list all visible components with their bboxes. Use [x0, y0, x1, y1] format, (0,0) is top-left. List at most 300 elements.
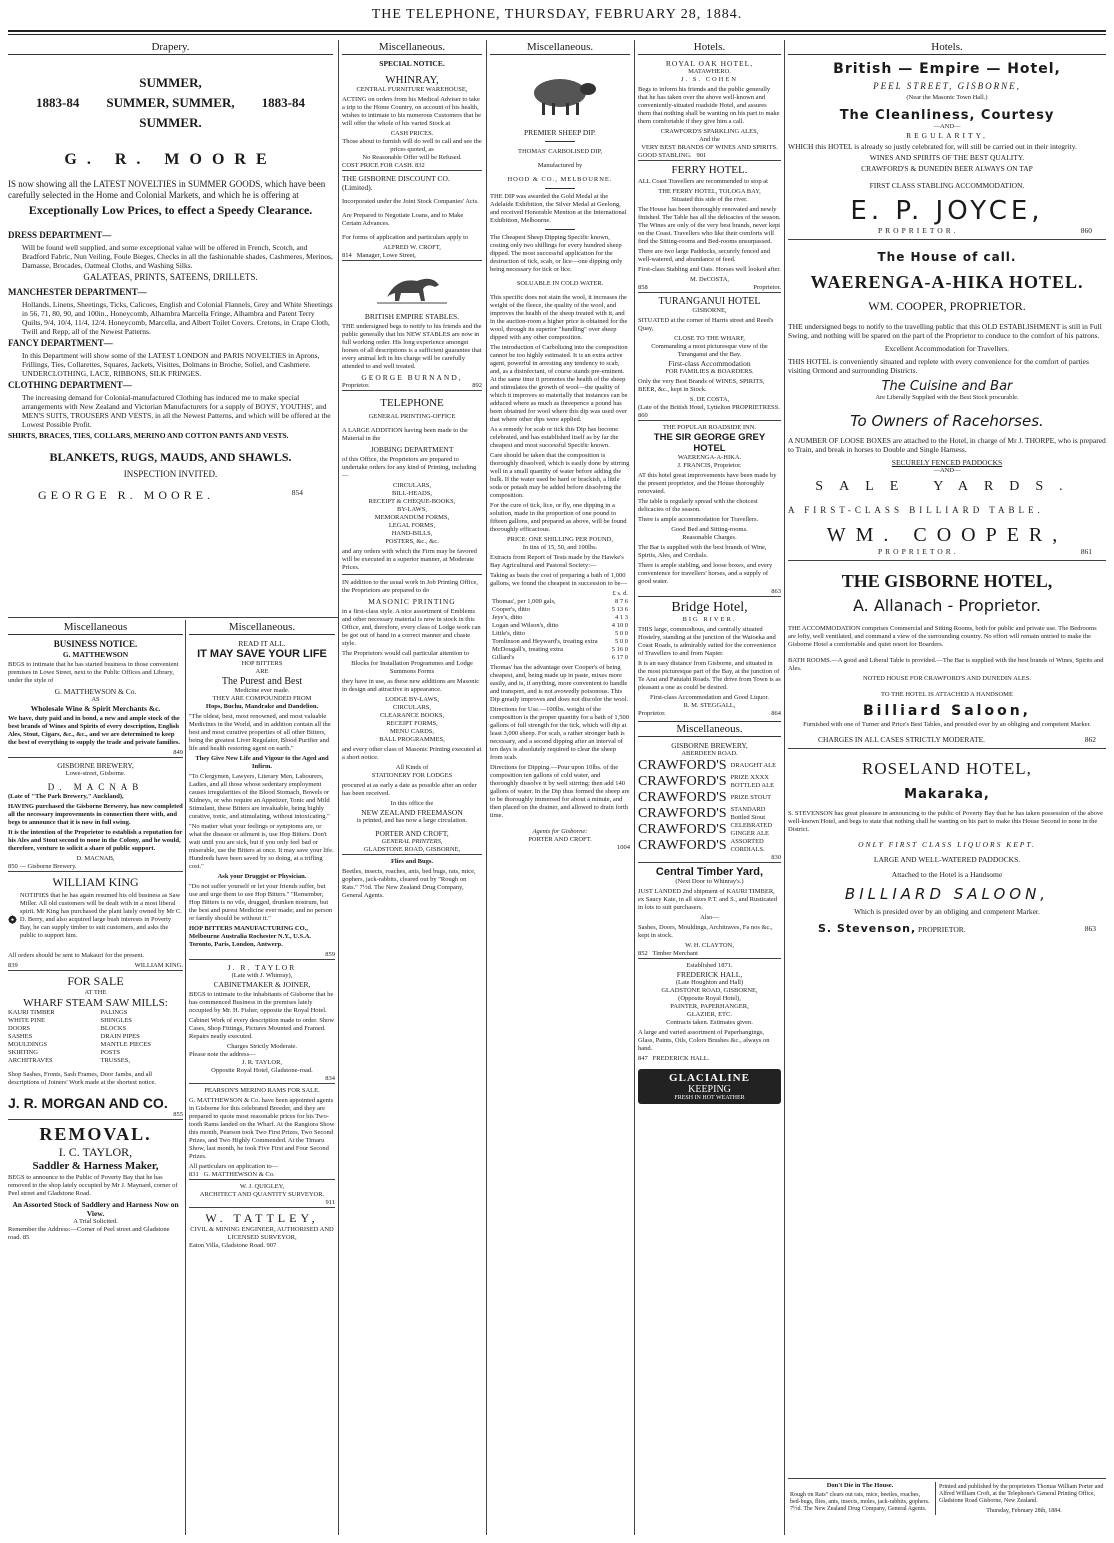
sheep-para: The introduction of Carbolising into the composition cannot be too highly estimated. It is an extra active agent, powerful in arresting any tendency to scab, and, as a disinfectant, of course stands pre-eminent. At the same time it promotes the health of the sheep and stimulates the growth of wool—the quality of which it improves so materially that instances can be adduced where as much as threepence a pound has been obtained for wool where this dip was used over that where other dips were applied.	[490, 344, 628, 423]
gishotel-name: THE GISBORNE HOTEL,	[841, 571, 1053, 591]
tattley-name: W. TATTLEY,	[205, 1211, 319, 1225]
tel-freemason: NEW ZEALAND FREEMASON	[361, 808, 463, 817]
discount-mgr-row	[342, 252, 482, 260]
moore-signature: GEORGE R. MOORE.	[38, 488, 215, 502]
sheep-agent: PORTER AND CROFT.	[528, 836, 592, 843]
forsale-at: AT THE	[84, 989, 107, 996]
discount-name: THE GISBORNE DISCOUNT CO. (Limited).	[342, 174, 450, 192]
bemp-near: (Near the Masonic Town Hall.)	[906, 94, 988, 101]
table-header	[490, 590, 630, 598]
gishotel-attached: TO THE HOTEL IS ATTACHED A HANDSOME	[881, 691, 1013, 698]
table-row	[490, 622, 630, 630]
printing-item: MENU CARDS,	[389, 728, 435, 735]
whinray-cost-row	[342, 162, 482, 170]
timber-name: Central Timber Yard,	[655, 866, 764, 878]
forsale-head: FOR SALE	[67, 974, 124, 988]
ad-number: 814	[342, 252, 352, 259]
bridge-prop-row	[638, 710, 781, 718]
forsale-item: PALINGS	[100, 1009, 128, 1016]
hall-contracts: Contracts taken. Estimates given.	[666, 1019, 753, 1026]
waerenga-yards: SALE YARDS.	[815, 479, 1079, 494]
ad-number: 863	[1084, 924, 1096, 933]
footer-dietext: Rough on Rats" clears out rats, mice, beetles, roaches, bed-bugs, flies, ants, insects, moles, jack-rabbits, gophers. 7½d. The New Zealand Drug Company, General Agents.	[790, 1492, 930, 1512]
ad-number: 863	[771, 588, 781, 595]
king-sign-row	[8, 962, 183, 970]
brewery-brand: CRAWFORD'S	[638, 774, 727, 789]
whinray-special: SPECIAL NOTICE.	[379, 59, 445, 68]
dept-text: Will be found well supplied, and some exceptional value will be offered in French, Scotch, and Bradford Fabric, Nun Veiling, Foule Bieges, Checks in all the fashionable shades, Cashmeres, Merinos, Damasse, Brocades, Oatmeal Cloths, and Washing Silks.	[22, 243, 333, 270]
gbrewery-name: GISBORNE BREWERY,	[671, 741, 748, 750]
inspection-line: INSPECTION INVITED.	[123, 469, 218, 479]
bemp-stabling: FIRST CLASS STABLING ACCOMMODATION.	[869, 181, 1025, 190]
tel-gp: GENERAL PRINTERS,	[381, 838, 443, 845]
king-body	[8, 890, 183, 950]
waerenga-text: THE undersigned begs to notify to the travelling public that this OLD ESTABLISHMENT is still in Full Swing, and nothing will be spared on the part of the Proprietor to conduce to the comfort of his patrons.	[788, 322, 1102, 340]
grey-text: The Bar is supplied with the best brands of Wine, Spirits, Ales, and Cordials.	[638, 544, 767, 559]
brewery-brand: CRAWFORD'S	[638, 806, 727, 821]
royaloak-brands: VERY BEST BRANDS OF WINES AND SPIRITS.	[641, 144, 778, 151]
brewery-place-row: 850 — Gisborne Brewery.	[8, 863, 77, 870]
hb-head: IT MAY SAVE YOUR LIFE	[197, 648, 327, 660]
footer-ad	[790, 1482, 930, 1515]
royaloak-stabling: GOOD STABLING.	[638, 152, 692, 159]
printing-item: LEGAL FORMS,	[388, 522, 436, 529]
table-cell-value: 8 7 6	[615, 598, 628, 605]
sheep-agents: Agents for Gisborne:	[532, 828, 588, 835]
turanganui-name: TURANGANUI HOTEL	[658, 296, 761, 307]
tel-firm: PORTER AND CROFT,	[375, 829, 449, 838]
forsale-item: MANTLE PIECES	[100, 1041, 151, 1048]
bridge-prop: Proprietor.	[638, 710, 666, 717]
table-row	[490, 646, 630, 654]
hall-trade: PAINTER, PAPERHANGER,	[670, 1003, 749, 1010]
dept-text: In this Department will show some of the LATEST LONDON and PARIS NOVELTIES in Aprons, Frillings, Ties, Collarettes, Squares, Jackets, Visittes, Dolmans in Broche, Soliel, and Cashmere. UNDERCLOTHING, LACE, RIBBONS, SILK FRINGES.	[22, 351, 320, 378]
royaloak-and: And the	[699, 136, 720, 143]
section-head: Hotels.	[788, 40, 1106, 55]
tel-text5: in a first-class style. A nice assortment of Emblems and other necessary material is now in stock in this Office, and, therefore, every class of Lodge work can be got out of hand in a correct manner and chaste style.	[342, 608, 481, 647]
section-head: Miscellaneous.	[490, 40, 630, 55]
glaciline-banner	[638, 1069, 781, 1104]
ad-number: 850	[8, 863, 18, 870]
turanganui-text: SITUATED at the corner of Harris street and Reed's Quay,	[638, 317, 774, 332]
hb-quote: "To Clergymen, Lawyers, Literary Men, Labourers, Ladies, and all those whose sedentary employment causes irregularities of the Blood Stomach, Bowels or Kidneys, or who require an Appetizer, Tonic and Mild Stimulant, these Bitters are invaluable, being highly curative, tonic, and stimulating, without intoxicating."	[189, 773, 330, 820]
printing-item: CIRCULARS,	[392, 482, 432, 489]
sheep-para: THE DIP was awarded the Gold Medal at the Adelaide Exhibition, the Silver Medal at Geelong, and received Honorable Mention at the International Exhibition, Melbourne.	[490, 193, 627, 224]
removal-trial: A Trial Solicited.	[73, 1218, 118, 1225]
turanganui-accom: First-class Accommodation	[668, 359, 751, 368]
hall-late: (Late Houghton and Hall)	[675, 979, 744, 986]
ad-number: 85	[22, 1234, 30, 1241]
roseland-marker: Which is presided over by an obliging and competent Marker.	[854, 907, 1040, 916]
timber-text: JUST LANDED 2nd shipment of KAURI TIMBER, ex Saucy Kate, in all sizes P.T. and S., and Rusticated in lots to suit purchasers.	[638, 888, 778, 911]
table-cell-name: Gillard's	[492, 654, 515, 661]
table-cell-name: Thomas', per 1,000 gals,	[492, 598, 556, 605]
bridge-name: Bridge Hotel,	[671, 600, 748, 615]
waerenga-prop: PROPRIETOR.	[878, 547, 959, 556]
rams-text: G. MATTHEWSON & Co. have been appointed agents in Gisborne for this celebrated Breeder, and they are prepared to quote most reasonable prices for his Two-tooth Rams landed on the Wharf. At the Rangiora Show this month, Pearson took Two First Prizes, Two Second Prizes, and Two Highly Commended. At the Timaru Show, last month, he took Five First and Four Second Prizes.	[189, 1097, 335, 1160]
gishotel-charges-row	[788, 735, 1106, 744]
tel-text7: they have in use, as these new additions are Masonic in design and attractive in appearance.	[342, 678, 480, 693]
ad-number: 861	[1080, 547, 1092, 556]
royaloak-text: Begs to inform his friends and the public generally that he has taken over the above well-known and conveniently-situated roadside Hotel, and assures them that nothing shall be wanting on his part to make them comfortable if they give him a call.	[638, 86, 780, 125]
waerenga-cooper: WM. COOPER,	[826, 524, 1068, 546]
sheep-table	[490, 590, 630, 662]
business-as: AS	[91, 696, 100, 703]
taylor-late: (Late with J. Whinray),	[231, 972, 293, 979]
table-cell-name: Tomlinson and Heyward's, treating extra	[492, 638, 598, 645]
royaloak-name: ROYAL OAK HOTEL,	[665, 59, 754, 68]
table-cell-name: Logan and Wilson's, ditto	[492, 622, 559, 629]
king-text2: All orders should be sent to Makauri for the present.	[8, 952, 145, 959]
ferry-name: FERRY HOTEL.	[671, 164, 748, 176]
printing-item: MEMORANDUM FORMS,	[374, 514, 450, 521]
top-rule-thin	[8, 34, 1106, 35]
waerenga-billiard: A FIRST-CLASS BILLIARD TABLE.	[788, 505, 1044, 515]
section-head: Miscellaneous	[8, 620, 183, 635]
whinray-refused: No Reasonable Offer will be Refused.	[362, 154, 462, 161]
roseland-liquors: ONLY FIRST CLASS LIQUORS KEPT.	[858, 840, 1036, 849]
sheep-illustration	[490, 69, 630, 124]
sheep-para: As a remedy for scab or tick this Dip has become celebrated, and has established itself as by far the cheapest and most successful Specific known.	[490, 426, 619, 449]
taylor-text2: Cabinet Work of every description made to order. Show Cases, Shop Fittings, Pictures Mounted and Framed. Repairs neatly executed.	[189, 1017, 335, 1040]
sheep-para: This specific does not stain the wool, it increases the weight of the fleece, the quality of the wool, and improves the health of the sheep treated with it, and in the auction-room a higher price is obtained for the wool, through its superior "handling" over sheep dipped with any other composition.	[490, 294, 628, 341]
forsale-item: WHITE PINE	[8, 1017, 46, 1024]
table-row	[490, 638, 630, 646]
roseland-sign: S. Stevenson,	[818, 922, 917, 935]
king-text: NOTIFIES that he has again resumed his old business as Saw Miller. All old customers will be dealt with in a most liberal spirit. Mr King has purchased the plant lately owned by Mr C. D. Berry, and also acquired large bush interests in Poverty Bay, he can supply timber to suit customers, and asks the public to support him.	[19, 892, 182, 939]
removal-text: BEGS to announce to the Public of Poverty Bay that he has removed to the shop lately occupied by Mr J. Maynard, corner of Peel street and Gladstone Road.	[8, 1174, 178, 1197]
table-cell-value: 4 10 0	[611, 622, 628, 629]
footer-date: Thursday, February 28th, 1884.	[986, 1508, 1062, 1514]
roseland-sign-row	[788, 924, 1106, 934]
printing-item: HAND-BILLS,	[391, 530, 433, 537]
brewery-product-row	[638, 758, 781, 774]
ad-number: 831	[189, 1171, 199, 1178]
whinray-cost: COST PRICE FOR CASH.	[342, 162, 414, 169]
table-cell-value: 5 13 6	[611, 606, 628, 613]
whinray-text: ACTING on orders from his Medical Adviser to take a trip to the Home Country, on account of his health, wishes to intimate to his numerous Customers that he will offer the whole of his varied Stock at	[342, 96, 482, 127]
ferry-prop: Proprietor.	[753, 284, 781, 291]
misc1-column	[342, 40, 482, 1535]
business-text2: We have, duty paid and in bond, a new and ample stock of the best brands of Wines and Spirits of every description, English Ales, Stout, Cigars, &c., &c., and we are determined to keep the best of everything to supply the trade and private families.	[8, 715, 181, 746]
ad-number: 901	[696, 152, 707, 159]
printing-item: CIRCULARS,	[392, 704, 432, 711]
quigley-text: ARCHITECT AND QUANTITY SURVEYOR.	[199, 1191, 325, 1198]
column-divider	[634, 40, 635, 1535]
section-head: Miscellaneous.	[189, 620, 335, 635]
bridge-place: BIG RIVER.	[682, 616, 737, 623]
turanganui-place: GISBORNE,	[692, 307, 727, 314]
stables-sign: GEORGE BURNAND,	[361, 373, 463, 382]
removal-name: I. C. TAYLOR,	[58, 1145, 133, 1159]
dept-head: CLOTHING DEPARTMENT—	[8, 380, 132, 390]
ad-number: 834	[325, 1075, 335, 1082]
waerenga-paddocks: SECURELY FENCED PADDOCKS	[891, 458, 1003, 467]
brewery-product-row	[638, 774, 781, 790]
forsale-item: SASHES	[8, 1033, 33, 1040]
bridge-sign: R. M. STEGGALL,	[683, 702, 736, 709]
roseland-attached: Attached to the Hotel is a Handsome	[891, 870, 1003, 879]
tel-text10: is printed, and has now a large circulation.	[356, 817, 468, 824]
forsale-left	[8, 1009, 91, 1065]
forsale-item: KAURI TIMBER	[8, 1009, 55, 1016]
ad-number: 859	[325, 951, 335, 958]
whinray-central: CENTRAL FURNITURE WAREHOUSE,	[356, 86, 468, 93]
footer-imprint	[935, 1482, 1109, 1515]
bemp-street: PEEL STREET, GISBORNE,	[873, 81, 1021, 91]
hall-text: A large and varied assortment of Paperhangings, Glass, Paints, Oils, Colors Brushes &c., always on hand.	[638, 1029, 770, 1052]
waerenga-owner: WM. COOPER, PROPRIETOR.	[868, 299, 1026, 313]
gishotel-bath: BATH ROOMS.—A good and Liberal Table is provided.—The Bar is supplied with the best brands of Wines, Spirits and Ales.	[788, 657, 1104, 672]
hotels2-column	[788, 40, 1106, 1475]
bemp-and: —AND—	[933, 123, 961, 130]
sheep-maker: HOOD & CO., MELBOURNE.	[507, 176, 613, 183]
sheep-price: PRICE: ONE SHILLING PER POUND,	[507, 536, 613, 543]
tattley-addr: Eaton Villa, Gladstone Road.	[189, 1242, 265, 1249]
removal-trade: Saddler & Harness Maker,	[32, 1160, 159, 1172]
table-cell-value: 5 0 0	[615, 630, 628, 637]
tel-head: TELEPHONE	[380, 397, 444, 409]
business-style: G. MATTHEWSON & Co.	[54, 687, 137, 696]
dept-head: MANCHESTER DEPARTMENT—	[8, 287, 147, 297]
moore-sign-row	[8, 488, 333, 503]
gishotel-text: THE ACCOMMODATION comprises Commercial and Sitting Rooms, both for public and private use. The Bedrooms are lofty, well ventilated, and command a view of the surrounding country. No effort will remain untried to make the Gisborne Hotel a comfortable and quiet resort for Boarders.	[788, 625, 1097, 648]
forsale-item: POSTS	[100, 1049, 121, 1056]
ferry-text: ALL Coast Travellers are recommended to stop at	[638, 178, 768, 185]
brewery-sign: D. MACNAB,	[76, 855, 115, 862]
table-cell-name: Little's, ditto	[492, 630, 525, 637]
section-head: Miscellaneous.	[638, 721, 781, 737]
gishotel-furnished: Furnished with one of Turner and Price's Best Tables, and presided over by an obliging and competent Marker.	[803, 721, 1091, 728]
rams-sign-row	[189, 1171, 335, 1179]
quigley-name: W. J. QUIGLEY,	[239, 1183, 285, 1190]
brewery-text: HAVING purchased the Gisborne Brewery, has now completed all the necessary improvements in connection there with, and begs to announce that it is now in full swing.	[8, 803, 183, 826]
printing-item: BILL-HEADS,	[392, 490, 432, 497]
brewery-head: GISBORNE BREWERY,	[57, 761, 134, 770]
brewery-product-row	[638, 822, 781, 838]
table-row	[490, 606, 630, 614]
ad-number: 830	[771, 854, 781, 861]
turanganui-late-row	[638, 404, 781, 420]
ad-number: 839	[8, 962, 18, 969]
dept-text: Hollands, Linens, Sheetings, Ticks, Calicoes, English and Colonial Flannels, Grey and White Sheetings in 56, 71, 80, 90, and 100in., Honeycomb, Alhambra Marcella Fringe, Alhambra and Patent Terry Quilts, 9/4, 10/4, 11/4, 12/4. Honeycomb, Marcella, and Albert Toilet Covers. Cretons, in Crape Cloth, Twill and Repp, all of the Newest Patterns.	[22, 300, 333, 336]
grey-text: The table is regularly spread with the choicest delicacies of the season.	[638, 498, 758, 513]
grey-text: There is ample accommodation for Travellers.	[638, 516, 759, 523]
tattley-text: CIVIL & MINING ENGINEER, AUTHORISED AND LICENSED SURVEYOR,	[190, 1226, 334, 1241]
bemp-text: WHICH this HOTEL is already so justly celebrated for, will still be carried out in their integrity.	[788, 142, 1077, 151]
removal-addr-row	[8, 1226, 183, 1242]
king-sign: WILLIAM KING.	[134, 962, 183, 969]
brewery-product: PRIZE STOUT	[730, 794, 772, 801]
ferry-para: The House has been thoroughly renovated and newly finished. The Table has all the delicacies of the season. The Wines are only of the very best brands, never kept on the Coast. Travellers who like their comforts will find the Sitting-rooms and Bed-rooms unsurpassed.	[638, 206, 781, 245]
timber-trade: Timber Merchant	[652, 950, 698, 957]
ad-number: 847	[638, 1055, 648, 1062]
bemp-clean: The Cleanliness, Courtesy	[839, 108, 1055, 123]
table-cell-value: 5 0 0	[615, 638, 628, 645]
forsale-item: SKIRTING	[8, 1049, 38, 1056]
timber-sign: W. H. CLAYTON,	[685, 942, 734, 949]
forsale-item: SHINGLES	[100, 1017, 132, 1024]
tel-text6: The Proprietors would call particular attention to	[342, 650, 470, 657]
sheep-para: For the cure of tick, lice, or fly, one dipping in a solution, made in the proportion of one pound to fifteen gallons, and prepared as above, will be found thoroughly efficacious.	[490, 502, 627, 533]
roseland-paddocks: LARGE AND WELL-WATERED PADDOCKS.	[873, 855, 1021, 864]
table-cell-value: 6 17 0	[611, 654, 628, 661]
brewery-text2: It is the intention of the Proprietor to establish a reputation for his Ales and Stout second to none in the Colony, and he would, therefore, venture to solicit a share of public support.	[8, 829, 183, 852]
glaciline-sub: FRESH IN HOT WEATHER	[674, 1095, 745, 1101]
ferry-para: First-class Stabling and Oats. Horses well looked after.	[638, 266, 781, 273]
business-head: BUSINESS NOTICE.	[53, 639, 138, 649]
gishotel-noted: NOTED HOUSE FOR CRAWFORD'S AND DUNEDIN ALES.	[862, 675, 1032, 682]
printing-item: CLEARANCE BOOKS,	[379, 712, 445, 719]
tattley-addr-row	[189, 1242, 335, 1250]
masthead: THE TELEPHONE, THURSDAY, FEBRUARY 28, 1884.	[371, 7, 743, 22]
sheep-para: Taking as basis the cost of preparing a bath of 1,000 gallons, we found the cheapest in succession to be—	[490, 572, 628, 587]
grey-charges: Reasonable Charges.	[682, 534, 737, 541]
taylor-trade: CABINETMAKER & JOINER,	[213, 980, 311, 989]
hb-are: ARE	[255, 668, 269, 675]
removal-head: REMOVAL.	[39, 1124, 152, 1144]
turanganui-view: Commanding a most picturesque view of the Turanganui and the Bay.	[651, 343, 768, 358]
grey-place: WAERENGA-A-HIKA.	[677, 454, 742, 461]
waerenga-excellent: Excellent Accommodation for Travellers.	[884, 344, 1010, 353]
timber-text2: Sashes, Doors, Mouldings, Architraves, Fa nos &c., kept in stock.	[638, 924, 773, 939]
forsale-mill: WHARF STEAM SAW MILLS:	[23, 997, 168, 1009]
sheep-para: The Cheapest Sheep Dipping Specific known, costing only two shillings for every hundred sheep dipped. The most successful application for the destruction of tick, scab, or lice—one dipping only being necessary for tick or lice.	[490, 234, 623, 273]
king-name: WILLIAM KING	[52, 875, 139, 889]
ad-number: 1004	[617, 844, 630, 851]
ad-number: 858	[638, 284, 648, 291]
brewery-brand: CRAWFORD'S	[638, 822, 727, 837]
sheep-name: PREMIER SHEEP DIP.	[523, 128, 597, 137]
column-divider	[185, 620, 186, 1535]
discount-forms: For forms of application and particulars apply to	[342, 234, 469, 241]
hotels1-column	[638, 40, 781, 1535]
bemp-beer: CRAWFORD'S & DUNEDIN BEER ALWAYS ON TAP	[861, 164, 1033, 173]
year-left: 1883-84	[36, 95, 80, 110]
brewery-product-row	[638, 790, 781, 806]
table-cell-value: 4 1 3	[615, 614, 628, 621]
hb-read: READ IT ALL.	[238, 639, 286, 648]
ad-number: 892	[472, 382, 482, 389]
hb-ever: Medicine ever made.	[234, 687, 290, 694]
removal-address: Remember the Address:—Corner of Peel street and Gladstone road.	[8, 1226, 170, 1241]
glaciline-keeping: KEEPING	[688, 1084, 731, 1095]
brewery-product-row	[638, 838, 781, 854]
hb-quote: "Do not suffer yourself or let your friends suffer, but use and urge them to use Hop Bitters." "Remember, Hop Bitters is no vile, drugged, drunken nostrum, but the best and purest Medicine ever made; and no person or family should be without it."	[189, 883, 333, 922]
tel-office: GENERAL PRINTING-OFFICE	[368, 413, 456, 420]
brewery-name: D. MACNAB	[47, 782, 144, 792]
column-divider	[338, 40, 339, 1535]
column-divider	[486, 40, 487, 1535]
rams-head: PEARSON'S MERINO RAMS FOR SALE.	[204, 1087, 320, 1094]
roseland-billiard: BILLIARD SALOON,	[844, 885, 1050, 903]
roseland-prop: PROPRIETOR.	[918, 925, 966, 934]
forsale-list	[8, 1009, 183, 1065]
stables-illustration	[342, 267, 482, 312]
grey-prop: J. FRANCIS, Proprietor.	[677, 462, 742, 469]
table-row	[490, 654, 630, 662]
stables-head: BRITISH EMPIRE STABLES.	[364, 312, 460, 321]
brewery-product: DRAUGHT ALE	[730, 762, 777, 769]
hb-name: HOP BITTERS	[241, 660, 283, 667]
brewery-brand: CRAWFORD'S	[638, 838, 727, 853]
stables-prop: Proprietor.	[342, 382, 370, 389]
waerenga-and: —AND—	[933, 467, 961, 474]
tel-stationery: STATIONERY FOR LODGES	[371, 772, 453, 779]
discount-incorp: Incorporated under the Joint Stock Companies' Acts.	[342, 198, 479, 205]
brewery-brand: CRAWFORD'S	[638, 790, 727, 805]
timber-also: Also—	[700, 914, 719, 921]
tel-text: A LARGE ADDITION having been made to the Material in the	[342, 427, 468, 442]
taylor-name: J. R. TAYLOR	[227, 963, 297, 972]
ad-number: 860	[638, 412, 648, 419]
tel-text9: procured at as early a date as possible after an order has been received.	[342, 782, 477, 797]
misc-left-column	[8, 620, 183, 1535]
grey-text: AT this hotel great improvements have been made by the present proprietor, and the House thoroughly renovated.	[638, 472, 777, 495]
sheep-para: Thomas' has the advantage over Cooper's of being cheapest, and, being made up in paste, mixes more easily, and is, if anything, more convenient to handle and transport, and is not avowedly poisonous. This Dip greatly improves and does not discolor the wool.	[490, 664, 629, 703]
ad-number: 852	[638, 950, 648, 957]
hb-best: The Purest and Best	[221, 676, 303, 687]
hall-sign-row	[638, 1055, 781, 1063]
top-rule	[8, 30, 1106, 32]
waerenga-prop-row	[788, 547, 1106, 556]
table-cell-value: 5 16 0	[611, 646, 628, 653]
hb-quote: "The oldest, best, most renowned, and most valuable Medicines in the World, and in addition contain all the best and most curative properties of all other Bitters, being the greatest Liver Regulator, Blood Purifier and life and health restoring agent on earth."	[189, 713, 331, 752]
forsale-item: DRAIN PIPES	[100, 1033, 140, 1040]
printing-item: RECEIPT FORMS,	[386, 720, 438, 727]
taylor-addr: Opposite Royal Hotel, Gladstone-road.	[211, 1067, 313, 1074]
timber-next: (Next Door to Whinray's.)	[675, 878, 744, 885]
printing-item: BALL PROGRAMMES,	[379, 736, 445, 743]
grey-pop: THE POPULAR ROADSIDE INN.	[662, 424, 757, 431]
royaloak-stabling-row	[638, 152, 781, 160]
blankets-line: BLANKETS, RUGS, MAUDS, AND SHAWLS.	[49, 450, 292, 464]
hb-give: They Give New Life and Vigour to the Aged and Infirm.	[195, 755, 329, 770]
waerenga-name: WAERENGA-A-HIKA HOTEL.	[810, 272, 1084, 292]
waerenga-call: The House of call.	[877, 250, 1017, 264]
rams-apply: All particulars on application to—	[189, 1163, 279, 1170]
forsale-item: ARCHITRAVES	[8, 1057, 53, 1064]
rams-sign: G. MATTHEWSON & Co.	[203, 1171, 275, 1178]
roseland-text: S. STEVENSON has great pleasure in announcing to the public of Poverty Bay that he has taken possession of the above well-known Hotel, and begs to state that nothing shall be wanting on his part to make this House Second to none in the District.	[788, 810, 1104, 833]
forsale-firm: J. R. MORGAN AND CO.	[8, 1095, 168, 1111]
tel-text3: and any orders with which the Firm may be favored will be executed in a superior manner, at Moderate Prices.	[342, 548, 477, 571]
brewery-product: CELEBRATED GINGER ALE	[730, 822, 773, 837]
taylor-text: BEGS to intimate to the inhabitants of Gisborne that he has commenced Business in the premises lately occupied by Mr. H. Fisher, opposite the Royal Hotel.	[189, 991, 334, 1014]
misc-left2-column	[189, 620, 335, 1535]
brewery-product-row	[638, 806, 781, 822]
discount-prep: Are Prepared to Negotiate Loans, and to Make Certain Advances.	[342, 212, 464, 227]
tel-masonic: MASONIC PRINTING	[368, 597, 456, 606]
shirts-line: SHIRTS, BRACES, TIES, COLLARS, MERINO AND COTTON PANTS AND VESTS.	[8, 431, 289, 440]
brewery-product: PRIZE XXXX BOTTLED ALE	[730, 774, 775, 789]
section-rule	[8, 617, 338, 618]
section-head: Drapery.	[8, 40, 333, 55]
sheep-tins: In tins of 15, 50, and 100lbs.	[522, 544, 598, 551]
bemp-prop: PROPRIETOR.	[878, 226, 959, 235]
brewery-product: STANDARD Bottled Stout	[730, 806, 766, 821]
hall-est: Established 1871.	[686, 962, 733, 969]
whinray-cash: CASH PRICES.	[390, 130, 434, 137]
bemp-reg: REGULARITY,	[906, 131, 988, 140]
bemp-name: British — Empire — Hotel,	[833, 61, 1061, 77]
grey-text: There is ample stabling, and loose boxes, and every convenience for travellers' horses, and a supply of good water.	[638, 562, 773, 585]
business-trade: Wholesale Wine & Spirit Merchants &c.	[30, 704, 161, 713]
table-cell-name: Cooper's, ditto	[492, 606, 531, 613]
section-head: Miscellaneous.	[342, 40, 482, 55]
grey-name: THE SIR GEORGE GREY HOTEL	[653, 432, 766, 454]
ferry-prop-row	[638, 284, 781, 292]
